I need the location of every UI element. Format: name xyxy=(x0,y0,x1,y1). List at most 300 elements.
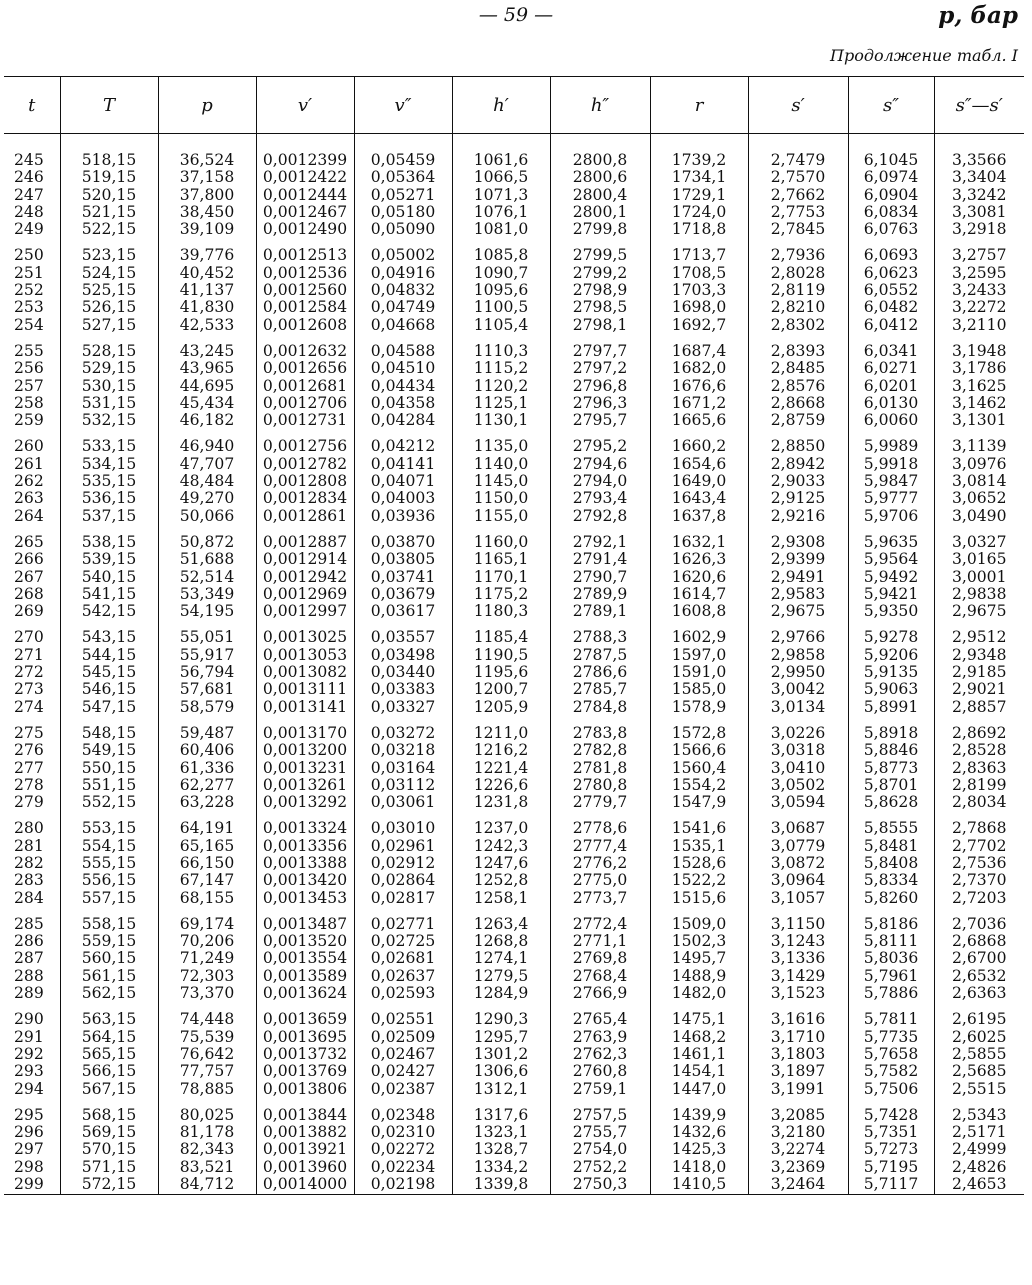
table-cell: 0,02593 xyxy=(354,985,452,1002)
table-cell: 1185,4 xyxy=(452,620,550,646)
table-cell: 2,7702 xyxy=(934,838,1024,855)
table-row xyxy=(4,169,1024,186)
table-cell: 67,147 xyxy=(158,872,256,889)
table-cell: 2,9033 xyxy=(748,473,848,490)
table-cell: 1566,6 xyxy=(650,742,748,759)
table-cell: 72,303 xyxy=(158,968,256,985)
table-cell: 0,05364 xyxy=(354,169,452,186)
table-cell: 1076,1 xyxy=(452,204,550,221)
table-cell: 3,1139 xyxy=(934,429,1024,455)
table-cell: 5,9278 xyxy=(848,620,934,646)
table-cell: 0,0012422 xyxy=(256,169,354,186)
table-cell: 5,7195 xyxy=(848,1159,934,1176)
table-cell: 1211,0 xyxy=(452,716,550,742)
table-cell: 567,15 xyxy=(60,1081,158,1098)
table-cell: 2799,5 xyxy=(550,238,650,264)
table-cell: 1572,8 xyxy=(650,716,748,742)
table-row xyxy=(4,716,1024,742)
table-cell: 3,1429 xyxy=(748,968,848,985)
table-cell: 2762,3 xyxy=(550,1046,650,1063)
table-row xyxy=(4,777,1024,794)
table-cell: 1115,2 xyxy=(452,360,550,377)
table-cell: 1454,1 xyxy=(650,1063,748,1080)
table-cell: 1295,7 xyxy=(452,1029,550,1046)
table-cell: 2,7662 xyxy=(748,187,848,204)
table-cell: 518,15 xyxy=(60,134,158,170)
table-cell: 1221,4 xyxy=(452,760,550,777)
table-cell: 81,178 xyxy=(158,1124,256,1141)
table-cell: 568,15 xyxy=(60,1098,158,1124)
table-cell: 547,15 xyxy=(60,699,158,716)
table-cell: 285 xyxy=(14,914,44,933)
table-cell: 77,757 xyxy=(158,1063,256,1080)
table-row xyxy=(4,490,1024,507)
table-row xyxy=(4,664,1024,681)
table-cell: 0,0013487 xyxy=(256,907,354,933)
table-cell: 2,9399 xyxy=(748,551,848,568)
table-cell: 526,15 xyxy=(60,299,158,316)
table-cell: 68,155 xyxy=(158,890,256,907)
table-cell: 2785,7 xyxy=(550,681,650,698)
table-cell: 1495,7 xyxy=(650,950,748,967)
table-cell: 2,7753 xyxy=(748,204,848,221)
table-cell: 5,7582 xyxy=(848,1063,934,1080)
table-cell: 1578,9 xyxy=(650,699,748,716)
table-cell: 275 xyxy=(14,723,44,742)
table-cell: 5,7886 xyxy=(848,985,934,1002)
table-cell: 0,0012490 xyxy=(256,221,354,238)
table-cell: 251 xyxy=(14,263,44,282)
table-cell: 2755,7 xyxy=(550,1124,650,1141)
table-cell: 2795,2 xyxy=(550,429,650,455)
table-continuation-note: Продолжение табл. I xyxy=(830,46,1018,65)
table-cell: 1509,0 xyxy=(650,907,748,933)
table-cell: 1461,1 xyxy=(650,1046,748,1063)
table-cell: 2794,6 xyxy=(550,456,650,473)
table-cell: 2,8028 xyxy=(748,265,848,282)
table-cell: 76,642 xyxy=(158,1046,256,1063)
table-cell: 1597,0 xyxy=(650,647,748,664)
table-cell: 3,1150 xyxy=(748,907,848,933)
table-cell: 0,05090 xyxy=(354,221,452,238)
table-cell: 0,04510 xyxy=(354,360,452,377)
table-cell: 0,0013806 xyxy=(256,1081,354,1098)
table-cell: 71,249 xyxy=(158,950,256,967)
table-cell: 5,8186 xyxy=(848,907,934,933)
table-cell: 2800,4 xyxy=(550,187,650,204)
table-cell: 62,277 xyxy=(158,777,256,794)
table-cell: 283 xyxy=(14,871,44,890)
table-cell: 0,03440 xyxy=(354,664,452,681)
table-cell: 553,15 xyxy=(60,811,158,837)
column-header-t: t xyxy=(4,77,60,134)
table-cell: 536,15 xyxy=(60,490,158,507)
table-cell: 3,1991 xyxy=(748,1081,848,1098)
table-cell: 534,15 xyxy=(60,456,158,473)
table-cell: 2,7936 xyxy=(748,238,848,264)
table-cell: 3,0134 xyxy=(748,699,848,716)
table-cell: 57,681 xyxy=(158,681,256,698)
table-cell: 550,15 xyxy=(60,760,158,777)
table-cell: 2798,5 xyxy=(550,299,650,316)
table-cell: 2752,2 xyxy=(550,1159,650,1176)
table-cell: 1632,1 xyxy=(650,525,748,551)
table-cell: 50,066 xyxy=(158,508,256,525)
table-cell: 2759,1 xyxy=(550,1081,650,1098)
table-cell: 6,0974 xyxy=(848,169,934,186)
table-cell: 5,8701 xyxy=(848,777,934,794)
table-cell: 2800,1 xyxy=(550,204,650,221)
table-cell: 0,04212 xyxy=(354,429,452,455)
table-cell: 282 xyxy=(14,853,44,872)
table-cell: 5,9492 xyxy=(848,569,934,586)
table-cell: 299 xyxy=(4,1176,60,1195)
table-cell: 545,15 xyxy=(60,664,158,681)
table-cell: 246 xyxy=(14,168,44,187)
table-cell: 1200,7 xyxy=(452,681,550,698)
table-cell: 0,02348 xyxy=(354,1098,452,1124)
table-cell: 247 xyxy=(14,185,44,204)
table-cell: 2,5515 xyxy=(934,1081,1024,1098)
table-cell: 538,15 xyxy=(60,525,158,551)
table-cell: 1614,7 xyxy=(650,586,748,603)
table-cell: 572,15 xyxy=(60,1176,158,1195)
table-cell: 73,370 xyxy=(158,985,256,1002)
table-cell: 286 xyxy=(14,932,44,951)
table-cell: 289 xyxy=(14,984,44,1003)
table-cell: 0,02387 xyxy=(354,1081,452,1098)
table-cell: 3,0687 xyxy=(748,811,848,837)
table-cell: 2790,7 xyxy=(550,569,650,586)
table-cell: 5,9421 xyxy=(848,586,934,603)
table-row xyxy=(4,238,1024,264)
table-cell: 295 xyxy=(14,1105,44,1124)
table-cell: 3,0042 xyxy=(748,681,848,698)
table-cell: 253 xyxy=(14,298,44,317)
table-cell: 276 xyxy=(14,741,44,760)
table-cell: 2,5685 xyxy=(934,1063,1024,1080)
table-cell: 561,15 xyxy=(60,968,158,985)
table-cell: 0,0013388 xyxy=(256,855,354,872)
table-cell: 0,0012808 xyxy=(256,473,354,490)
table-cell: 270 xyxy=(14,628,44,647)
table-cell: 264 xyxy=(14,506,44,525)
table-cell: 265 xyxy=(14,532,44,551)
table-cell: 0,02817 xyxy=(354,890,452,907)
table-cell: 271 xyxy=(14,645,44,664)
table-cell: 0,0012997 xyxy=(256,603,354,620)
table-cell: 2769,8 xyxy=(550,950,650,967)
table-cell: 537,15 xyxy=(60,508,158,525)
table-cell: 45,434 xyxy=(158,395,256,412)
table-cell: 74,448 xyxy=(158,1002,256,1028)
table-cell: 2,7370 xyxy=(934,872,1024,889)
table-cell: 1620,6 xyxy=(650,569,748,586)
table-cell: 2,6025 xyxy=(934,1029,1024,1046)
table-cell: 6,0623 xyxy=(848,265,934,282)
table-cell: 2,9021 xyxy=(934,681,1024,698)
table-cell: 0,0013324 xyxy=(256,811,354,837)
table-cell: 254 xyxy=(14,315,44,334)
table-cell: 1242,3 xyxy=(452,838,550,855)
table-cell: 6,0552 xyxy=(848,282,934,299)
table-cell: 2794,0 xyxy=(550,473,650,490)
table-cell: 281 xyxy=(14,836,44,855)
table-row xyxy=(4,681,1024,698)
table-cell: 3,1625 xyxy=(934,378,1024,395)
table-cell: 2796,3 xyxy=(550,395,650,412)
table-cell: 268 xyxy=(14,584,44,603)
table-cell: 6,0271 xyxy=(848,360,934,377)
table-cell: 541,15 xyxy=(60,586,158,603)
table-row xyxy=(4,855,1024,872)
column-header-s-vapor: s″ xyxy=(848,77,934,134)
table-cell: 1125,1 xyxy=(452,395,550,412)
table-cell: 43,245 xyxy=(158,334,256,360)
table-cell: 3,2110 xyxy=(934,317,1024,334)
table-cell: 6,1045 xyxy=(848,134,934,170)
table-cell: 539,15 xyxy=(60,551,158,568)
table-cell: 2796,8 xyxy=(550,378,650,395)
table-cell: 1323,1 xyxy=(452,1124,550,1141)
table-cell: 42,533 xyxy=(158,317,256,334)
table-cell: 1447,0 xyxy=(650,1081,748,1098)
table-cell: 1432,6 xyxy=(650,1124,748,1141)
table-cell: 1268,8 xyxy=(452,933,550,950)
table-cell: 5,8918 xyxy=(848,716,934,742)
table-cell: 1140,0 xyxy=(452,456,550,473)
table-cell: 0,03383 xyxy=(354,681,452,698)
table-cell: 2778,6 xyxy=(550,811,650,837)
table-cell: 2800,6 xyxy=(550,169,650,186)
table-cell: 0,04358 xyxy=(354,395,452,412)
table-cell: 0,0013420 xyxy=(256,872,354,889)
table-cell: 2,4653 xyxy=(934,1176,1024,1195)
table-cell: 2,8576 xyxy=(748,378,848,395)
table-row xyxy=(4,1002,1024,1028)
table-cell: 75,539 xyxy=(158,1029,256,1046)
column-header-p: p xyxy=(158,77,256,134)
table-cell: 52,514 xyxy=(158,569,256,586)
table-cell: 3,1948 xyxy=(934,334,1024,360)
table-cell: 6,0482 xyxy=(848,299,934,316)
table-cell: 0,02310 xyxy=(354,1124,452,1141)
table-cell: 0,03164 xyxy=(354,760,452,777)
table-cell: 1312,1 xyxy=(452,1081,550,1098)
table-cell: 2,9308 xyxy=(748,525,848,551)
table-cell: 248 xyxy=(14,202,44,221)
table-cell: 0,04003 xyxy=(354,490,452,507)
table-cell: 540,15 xyxy=(60,569,158,586)
table-cell: 2,4826 xyxy=(934,1159,1024,1176)
table-cell: 3,0872 xyxy=(748,855,848,872)
table-row xyxy=(4,1124,1024,1141)
table-cell: 56,794 xyxy=(158,664,256,681)
table-cell: 3,0001 xyxy=(934,569,1024,586)
table-cell: 1671,2 xyxy=(650,395,748,412)
table-cell: 1150,0 xyxy=(452,490,550,507)
table-cell: 0,0013844 xyxy=(256,1098,354,1124)
steam-table xyxy=(4,76,1024,1195)
table-cell: 2784,8 xyxy=(550,699,650,716)
table-cell: 1482,0 xyxy=(650,985,748,1002)
table-cell: 551,15 xyxy=(60,777,158,794)
table-cell: 0,0013695 xyxy=(256,1029,354,1046)
table-cell: 252 xyxy=(14,281,44,300)
table-cell: 0,03061 xyxy=(354,794,452,811)
table-cell: 5,7735 xyxy=(848,1029,934,1046)
table-cell: 2,9675 xyxy=(934,603,1024,620)
table-cell: 2750,3 xyxy=(550,1176,650,1195)
table-cell: 2799,2 xyxy=(550,265,650,282)
table-cell: 43,965 xyxy=(158,360,256,377)
table-cell: 1682,0 xyxy=(650,360,748,377)
table-cell: 2786,6 xyxy=(550,664,650,681)
table-cell: 0,0013200 xyxy=(256,742,354,759)
table-cell: 0,02198 xyxy=(354,1176,452,1195)
table-row xyxy=(4,985,1024,1002)
table-cell: 65,165 xyxy=(158,838,256,855)
table-cell: 0,03112 xyxy=(354,777,452,794)
table-cell: 48,484 xyxy=(158,473,256,490)
table-cell: 5,9847 xyxy=(848,473,934,490)
table-cell: 278 xyxy=(14,775,44,794)
table-cell: 0,05180 xyxy=(354,204,452,221)
table-cell: 6,0060 xyxy=(848,412,934,429)
table-cell: 1643,4 xyxy=(650,490,748,507)
table-cell: 1515,6 xyxy=(650,890,748,907)
table-cell: 1654,6 xyxy=(650,456,748,473)
table-cell: 64,191 xyxy=(158,811,256,837)
table-cell: 2792,1 xyxy=(550,525,650,551)
table-cell: 1591,0 xyxy=(650,664,748,681)
table-cell: 0,0013624 xyxy=(256,985,354,1002)
table-cell: 1231,8 xyxy=(452,794,550,811)
table-cell: 3,2757 xyxy=(934,238,1024,264)
table-cell: 0,02234 xyxy=(354,1159,452,1176)
table-cell: 6,0904 xyxy=(848,187,934,204)
table-cell: 284 xyxy=(14,888,44,907)
table-cell: 5,7658 xyxy=(848,1046,934,1063)
table-cell: 1554,2 xyxy=(650,777,748,794)
table-cell: 1708,5 xyxy=(650,265,748,282)
table-cell: 1258,1 xyxy=(452,890,550,907)
table-row xyxy=(4,794,1024,811)
table-cell: 0,0012444 xyxy=(256,187,354,204)
table-cell: 1660,2 xyxy=(650,429,748,455)
table-cell: 3,2464 xyxy=(748,1176,848,1195)
table-cell: 2798,1 xyxy=(550,317,650,334)
table-cell: 2,7845 xyxy=(748,221,848,238)
table-cell: 2,8668 xyxy=(748,395,848,412)
table-cell: 1522,2 xyxy=(650,872,748,889)
table-cell: 1306,6 xyxy=(452,1063,550,1080)
table-cell: 528,15 xyxy=(60,334,158,360)
table-cell: 50,872 xyxy=(158,525,256,551)
table-cell: 2793,4 xyxy=(550,490,650,507)
table-cell: 0,0012536 xyxy=(256,265,354,282)
table-cell: 1734,1 xyxy=(650,169,748,186)
table-cell: 1439,9 xyxy=(650,1098,748,1124)
table-cell: 5,9350 xyxy=(848,603,934,620)
table-cell: 1585,0 xyxy=(650,681,748,698)
table-cell: 2800,8 xyxy=(550,134,650,170)
table-cell: 6,0341 xyxy=(848,334,934,360)
table-cell: 2,9838 xyxy=(934,586,1024,603)
table-cell: 3,3404 xyxy=(934,169,1024,186)
table-cell: 529,15 xyxy=(60,360,158,377)
table-cell: 3,0502 xyxy=(748,777,848,794)
table-cell: 69,174 xyxy=(158,907,256,933)
table-cell: 0,04668 xyxy=(354,317,452,334)
table-cell: 1676,6 xyxy=(650,378,748,395)
table-cell: 5,9777 xyxy=(848,490,934,507)
table-cell: 1145,0 xyxy=(452,473,550,490)
table-cell: 3,0318 xyxy=(748,742,848,759)
table-cell: 1502,3 xyxy=(650,933,748,950)
table-cell: 250 xyxy=(14,246,44,265)
table-body xyxy=(4,134,1024,1195)
table-cell: 0,03805 xyxy=(354,551,452,568)
table-cell: 54,195 xyxy=(158,603,256,620)
table-row xyxy=(4,907,1024,933)
table-cell: 280 xyxy=(14,819,44,838)
table-cell: 1334,2 xyxy=(452,1159,550,1176)
table-cell: 3,1336 xyxy=(748,950,848,967)
table-cell: 1081,0 xyxy=(452,221,550,238)
table-cell: 0,0012584 xyxy=(256,299,354,316)
table-cell: 0,04141 xyxy=(354,456,452,473)
table-cell: 273 xyxy=(14,680,44,699)
table-cell: 1110,3 xyxy=(452,334,550,360)
table-cell: 565,15 xyxy=(60,1046,158,1063)
table-cell: 2799,8 xyxy=(550,221,650,238)
table-cell: 47,707 xyxy=(158,456,256,473)
table-cell: 6,0834 xyxy=(848,204,934,221)
table-cell: 0,02551 xyxy=(354,1002,452,1028)
table-cell: 556,15 xyxy=(60,872,158,889)
table-cell: 566,15 xyxy=(60,1063,158,1080)
table-cell: 5,7506 xyxy=(848,1081,934,1098)
table-cell: 563,15 xyxy=(60,1002,158,1028)
table-cell: 1216,2 xyxy=(452,742,550,759)
table-cell: 293 xyxy=(14,1062,44,1081)
table-cell: 0,03617 xyxy=(354,603,452,620)
table-cell: 2,8528 xyxy=(934,742,1024,759)
table-cell: 0,0013554 xyxy=(256,950,354,967)
table-row xyxy=(4,1081,1024,1098)
table-cell: 2797,2 xyxy=(550,360,650,377)
table-cell: 0,0012608 xyxy=(256,317,354,334)
table-cell: 2754,0 xyxy=(550,1141,650,1158)
table-cell: 269 xyxy=(14,602,44,621)
table-cell: 0,04284 xyxy=(354,412,452,429)
table-cell: 290 xyxy=(14,1010,44,1029)
table-cell: 524,15 xyxy=(60,265,158,282)
table-cell: 535,15 xyxy=(60,473,158,490)
table-cell: 1170,1 xyxy=(452,569,550,586)
table-cell: 1090,7 xyxy=(452,265,550,282)
table-cell: 274 xyxy=(14,697,44,716)
table-cell: 0,0012756 xyxy=(256,429,354,455)
table-cell: 5,9918 xyxy=(848,456,934,473)
table-cell: 287 xyxy=(14,949,44,968)
table-cell: 80,025 xyxy=(158,1098,256,1124)
table-cell: 2,9185 xyxy=(934,664,1024,681)
table-cell: 2779,7 xyxy=(550,794,650,811)
table-cell: 53,349 xyxy=(158,586,256,603)
table-cell: 0,0013292 xyxy=(256,794,354,811)
